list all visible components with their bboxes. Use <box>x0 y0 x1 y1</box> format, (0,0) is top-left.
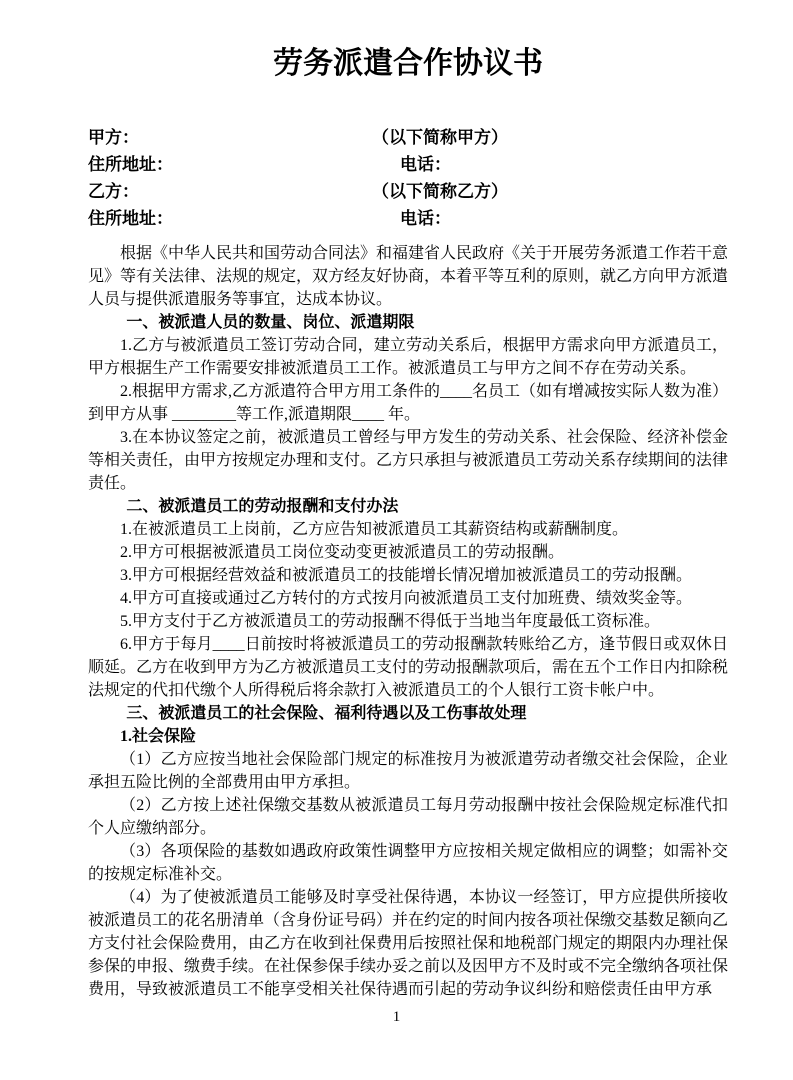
document-body <box>88 242 728 1001</box>
party-row-yifang-address <box>88 205 728 232</box>
paragraph-s1-item1: 1.乙方与被派遣员工签订劳动合同，建立劳动关系后，根据甲方需求向甲方派遣员工，甲方根据生产工作需要安排被派遣员工工作。被派遣员工与甲方之间不存在劳动关系。 <box>88 337 728 377</box>
party-label-yifang-phone: 电话： <box>400 209 451 228</box>
party-label-jiafang: 甲方： <box>88 128 139 147</box>
subsection-heading-social-insurance: 1.社会保险 <box>120 728 197 745</box>
parties-block <box>88 124 728 232</box>
party-note-yifang: （以下简称乙方） <box>372 182 508 201</box>
party-row-jiafang-address <box>88 151 728 178</box>
paragraph-s3-item1: （1）乙方应按当地社会保险部门规定的标准按月为被派遣劳动者缴交社会保险，企业承担五险比例的全部费用由甲方承担。 <box>88 751 728 791</box>
party-label-yifang: 乙方： <box>88 182 139 201</box>
section-heading-2: 二、被派遣员工的劳动报酬和支付办法 <box>126 498 399 515</box>
page-number: 1 <box>392 1009 401 1025</box>
paragraph-s3-item3: （3）各项保险的基数如遇政府政策性调整甲方应按相关规定做相应的调整；如需补交的按规定标准补交。 <box>88 843 728 883</box>
paragraph-s1-item3: 3.在本协议签定之前，被派遣员工曾经与甲方发生的劳动关系、社会保险、经济补偿金等相关责任，由甲方按规定办理和支付。乙方只承担与被派遣员工劳动关系存续期间的法律责任。 <box>88 429 729 492</box>
paragraph-s3-item4: （4）为了使被派遣员工能够及时享受社保待遇，本协议一经签订，甲方应提供所接收被派遣员工的花名册清单（含身份证号码）并在约定的时间内按各项社保缴交基数足额向乙方支付社会保险费用，由乙方在收到社保费用后按照社保和地税部门规定的期限内办理社保参保的申报、缴费手续。在社保参保手续办妥之前以及因甲方不及时或不完全缴纳各项社保费用，导致被派遣员工不能享受相关社保待遇而引起的劳动争议纠纷和赔偿责任由甲方承 <box>88 889 729 998</box>
party-label-yifang-address: 住所地址： <box>88 209 173 228</box>
paragraph-intro: 根据《中华人民共和国劳动合同法》和福建省人民政府《关于开展劳务派遣工作若干意见》等有关法律、法规的规定，双方经友好协商，本着平等互利的原则，就乙方向甲方派遣人员与提供派遣服务等事宜，达成本协议。 <box>88 245 729 308</box>
paragraph-s2-item6: 6.甲方于每月____日前按时将被派遣员工的劳动报酬款转账给乙方，逢节假日或双休日顺延。乙方在收到甲方为乙方被派遣员工支付的劳动报酬款项后，需在五个工作日内扣除税法规定的代扣代缴个人所得税后将余款打入被派遣员工的个人银行工资卡帐户中。 <box>88 636 729 699</box>
party-row-jiafang <box>88 124 728 151</box>
party-label-jiafang-address: 住所地址： <box>88 155 173 174</box>
party-label-jiafang-phone: 电话： <box>400 155 451 174</box>
paragraph-s2-item4: 4.甲方可直接或通过乙方转付的方式按月向被派遣员工支付加班费、绩效奖金等。 <box>120 590 693 607</box>
document-title: 劳务派遣合作协议书 <box>273 47 543 80</box>
section-heading-3: 三、被派遣员工的社会保险、福利待遇以及工伤事故处理 <box>126 705 527 722</box>
paragraph-s2-item2: 2.甲方可根据被派遣员工岗位变动变更被派遣员工的劳动报酬。 <box>120 544 565 561</box>
paragraph-s2-item1: 1.在被派遣员工上岗前，乙方应告知被派遣员工其薪资结构或薪酬制度。 <box>120 521 629 538</box>
paragraph-s2-item3: 3.甲方可根据经营效益和被派遣员工的技能增长情况增加被派遣员工的劳动报酬。 <box>120 567 693 584</box>
party-row-yifang <box>88 178 728 205</box>
party-note-jiafang: （以下简称甲方） <box>372 128 508 147</box>
paragraph-s3-item2: （2）乙方按上述社保缴交基数从被派遣员工每月劳动报酬中按社会保险规定标准代扣个人应缴纳部分。 <box>88 797 728 837</box>
paragraph-s2-item5: 5.甲方支付于乙方被派遣员工的劳动报酬不得低于当地当年度最低工资标准。 <box>120 613 661 630</box>
paragraph-s1-item2: 2.根据甲方需求,乙方派遣符合甲方用工条件的____名员工（如有增减按实际人数为准）到甲方从事 ________等工作,派遣期限____ 年。 <box>88 383 729 423</box>
section-heading-1: 一、被派遣人员的数量、岗位、派遣期限 <box>126 314 415 331</box>
